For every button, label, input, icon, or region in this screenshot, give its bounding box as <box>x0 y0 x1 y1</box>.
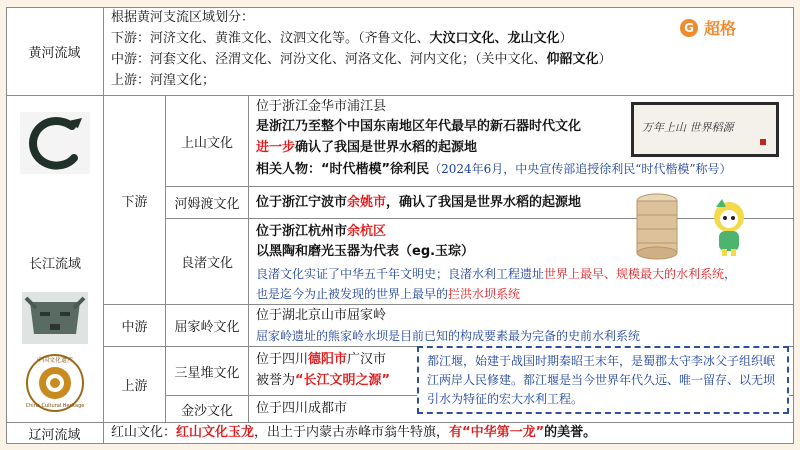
liangzhu-note-2: 也是迄今为止被发现的世界上最早的拦洪水坝系统 <box>256 287 521 301</box>
liangzhu-name: 良渚文化 <box>166 219 249 305</box>
bronze-mask-image <box>22 292 88 344</box>
liaohe-basin-label: 辽河流域 <box>6 423 104 444</box>
dujiangyan-callout: 都江堰，始建于战国时期秦昭王末年，是蜀郡太守李冰父子组织岷江两岸人民修建。都江堰是当今世界年代久远、唯一留存、以无坝引水为特征的宏大水利工程。 <box>417 346 789 414</box>
liangzhu-location: 位于浙江杭州市余杭区 <box>256 224 387 239</box>
heritage-emblem <box>25 353 85 413</box>
shangyou-label: 上游 <box>104 347 166 423</box>
emblem-top-text: 中国文化遗产 <box>36 357 73 364</box>
quijialing-name: 屈家岭文化 <box>166 305 249 347</box>
liangzhu-content <box>249 219 794 305</box>
huanghe-line-4: 上游：河湟文化； <box>111 73 216 88</box>
hemudu-name: 河姆渡文化 <box>166 187 249 219</box>
quijialing-note: 屈家岭遗址的熊家岭水坝是目前已知的构成要素最为完备的史前水利系统 <box>256 329 641 343</box>
jinsha-name: 金沙文化 <box>166 396 249 423</box>
brand-logo <box>680 16 736 39</box>
emblem-bottom-text: China Cultural Heritage <box>25 403 85 409</box>
shangshan-person: 相关人物：“时代楷模”徐利民（2024年6月，中央宣传部追授徐利民“时代楷模”称号） <box>256 162 732 177</box>
changjiang-basin-label: 长江流域 <box>28 257 81 272</box>
jade-dragon-image <box>20 112 90 174</box>
jade-cong-image <box>634 193 680 261</box>
quijialing-content <box>249 305 794 347</box>
liaohe-line: 红山文化：红山文化玉龙，出土于内蒙古赤峰市翁牛特旗，有“中华第一龙”的美誉。 <box>111 425 597 440</box>
changjiang-basin-cell <box>6 96 104 423</box>
huanghe-line-1: 根据黄河支流区域划分： <box>111 10 255 25</box>
shangshan-content <box>249 96 794 187</box>
quijialing-location: 位于湖北京山市屈家岭 <box>256 308 387 323</box>
hemudu-line: 位于浙江宁波市余姚市，确认了我国是世界水稻的起源地 <box>256 195 582 210</box>
xiayou-label: 下游 <box>104 96 166 305</box>
huanghe-basin-label: 黄河流域 <box>6 7 104 96</box>
mascot-image <box>704 197 754 257</box>
liangzhu-artifacts: 以黑陶和磨光玉器为代表（eg.玉琮） <box>256 244 475 259</box>
sanxingdui-name: 三星堆文化 <box>166 347 249 396</box>
sanxingdui-location: 位于四川德阳市广汉市 <box>256 352 387 367</box>
huanghe-line-2: 下游：河济文化、黄淮文化、汶泗文化等。（齐鲁文化、大汶口文化、龙山文化） <box>111 31 573 46</box>
shangshan-name: 上山文化 <box>166 96 249 187</box>
brand-name: 超格 <box>704 19 737 38</box>
liaohe-content <box>104 423 794 444</box>
jinsha-location: 位于四川成都市 <box>256 401 348 416</box>
shangshan-significance: 是浙江乃至整个中国东南地区年代最早的新石器时代文化 <box>256 119 582 134</box>
zhongyou-label: 中游 <box>104 305 166 347</box>
calligraphy-text: 万年上山 世界稻源 <box>642 121 734 134</box>
huanghe-line-3: 中游：河套文化、泾渭文化、河汾文化、河洛文化、河内文化；（关中文化、仰韶文化） <box>111 52 612 67</box>
shangshan-location: 位于浙江金华市浦江县 <box>256 99 387 114</box>
seal-stamp <box>760 139 766 145</box>
calligraphy-image <box>631 102 779 157</box>
brand-logo-icon: G <box>680 19 698 37</box>
sanxingdui-title: 被誉为“长江文明之源” <box>256 373 391 388</box>
liangzhu-note-1: 良渚文化实证了中华五千年文明史；良渚水利工程遗址世界上最早、规模最大的水利系统， <box>256 267 737 281</box>
shangshan-rice-origin: 进一步确认了我国是世界水稻的起源地 <box>256 140 478 155</box>
